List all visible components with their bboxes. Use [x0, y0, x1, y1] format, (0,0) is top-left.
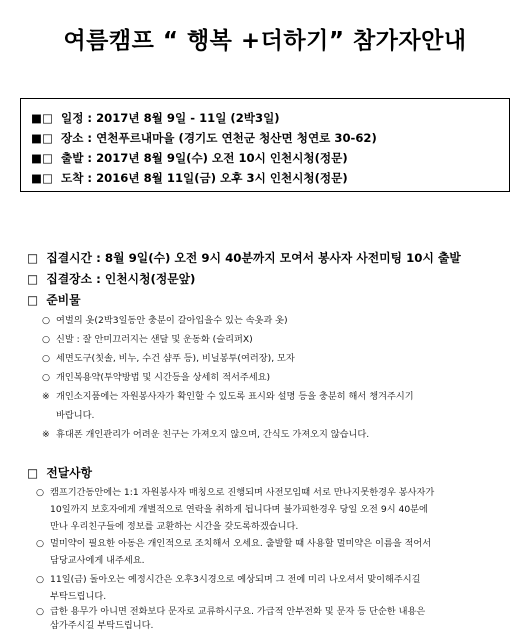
- supplies-item: ○ 개인복용약(투약방법 및 시간등을 상세히 적서주세요): [42, 372, 271, 383]
- schedule-line: ■□ 일정 : 2017년 8월 9일 - 11일 (2박3일): [31, 111, 280, 125]
- supplies-note: ※ 개인소지품에는 자원봉사자가 확인할 수 있도록 표시와 설명 등을 충분히 해서 챙겨주시기: [42, 391, 414, 402]
- circle-bullet-icon: ○: [42, 334, 51, 345]
- supplies-note: ※ 휴대폰 개인관리가 어려운 친구는 가져오지 않으며, 간식도 가져오지 않습니다.: [42, 429, 370, 440]
- supplies-item: ○ 세면도구(칫솔, 비누, 수건 샴푸 등), 비닐봉투(여러장), 모자: [42, 353, 295, 364]
- meeting-place: □ 집결장소 : 인천시청(정문앞): [27, 272, 196, 286]
- supplies-item: ○ 여벌의 옷(2박3일동안 충분이 갈아입을수 있는 속옷과 옷): [42, 315, 288, 326]
- circle-bullet-icon: ○: [42, 372, 51, 383]
- square-marker: ■□: [31, 151, 53, 165]
- circle-bullet-icon: ○: [42, 353, 51, 364]
- circle-bullet-icon: ○: [36, 606, 45, 617]
- notice-item-continued: 담당교사에게 내주세요.: [50, 555, 145, 566]
- supplies-note-continued: 바랍니다.: [56, 410, 95, 421]
- page-title: 여름캠프 “ 행복 +더하기” 참가자안내: [63, 28, 467, 54]
- checkbox-icon: □: [27, 466, 39, 480]
- departure-line: ■□ 출발 : 2017년 8월 9일(수) 오전 10시 인천시청(정문): [31, 151, 348, 165]
- circle-bullet-icon: ○: [42, 315, 51, 326]
- notice-item: ○ 멀미약이 필요한 아동은 개인적으로 조치해서 오세요. 출발할 때 사용할 멀미약은 이름을 적어서: [36, 538, 432, 549]
- checkbox-icon: □: [27, 293, 39, 307]
- notice-item: ○ 11일(금) 돌아오는 예정시간은 오후3시경으로 예상되며 그 전에 미리 나오셔서 맞이해주시길: [36, 574, 421, 585]
- summary-box: [20, 98, 510, 192]
- square-marker: ■□: [31, 131, 53, 145]
- notice-item: ○ 급한 용무가 아니면 전화보다 문자로 교류하시구요. 가급적 안부전화 및 문자 등 단순한 내용은: [36, 606, 426, 617]
- notice-item-continued: 10일까지 보호자에게 개별적으로 연락을 취하게 됩니다며 불가피한경우 당일 오전 9시 40분에: [50, 504, 428, 515]
- notice-item-continued: 부탁드립니다.: [50, 591, 107, 602]
- location-line: ■□ 장소 : 연천푸르내마을 (경기도 연천군 청산면 청연로 30-62): [31, 131, 377, 145]
- supplies-item: ○ 신발 : 잘 안미끄러지는 샌달 및 운동화 (슬리퍼X): [42, 334, 253, 345]
- circle-bullet-icon: ○: [36, 538, 45, 549]
- notice-heading: □ 전달사항: [27, 466, 92, 480]
- arrival-line: ■□ 도착 : 2016년 8월 11일(금) 오후 3시 인천시청(정문): [31, 171, 348, 185]
- square-marker: ■□: [31, 111, 53, 125]
- circle-bullet-icon: ○: [36, 574, 45, 585]
- checkbox-icon: □: [27, 272, 39, 286]
- notice-item-continued: 삼가주시길 부탁드립니다.: [50, 620, 154, 631]
- circle-bullet-icon: ○: [36, 487, 45, 498]
- supplies-heading: □ 준비물: [27, 293, 81, 307]
- meeting-time: □ 집결시간 : 8월 9일(수) 오전 9시 40분까지 모여서 봉사자 사전미팅 10시 출발: [27, 251, 461, 265]
- reference-mark-icon: ※: [42, 391, 50, 402]
- notice-item-continued: 만나 우리친구들에 정보를 교환하는 시간을 갖도록하겠습니다.: [50, 521, 299, 532]
- notice-item: ○ 캠프기간동안에는 1:1 자원봉사자 매칭으로 진행되며 사전모임때 서로 만나지못한경우 봉사자가: [36, 487, 435, 498]
- square-marker: ■□: [31, 171, 53, 185]
- checkbox-icon: □: [27, 251, 39, 265]
- reference-mark-icon: ※: [42, 429, 50, 440]
